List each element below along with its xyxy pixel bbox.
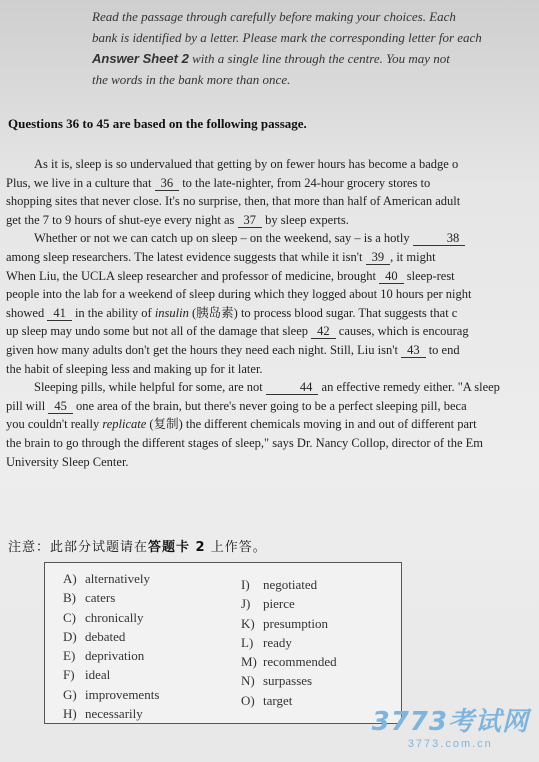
option-letter: F) — [63, 667, 75, 683]
passage-line: shopping sites that never close. It's no surprise, then, that more than half of American adult — [6, 194, 461, 209]
option-word: caters — [85, 590, 116, 606]
option-word: presumption — [263, 615, 328, 631]
word-option — [241, 614, 337, 633]
text: among sleep researchers. The latest evidence suggests that while it isn't — [6, 249, 366, 264]
text: the different chemicals moving in and out of different part — [182, 417, 477, 432]
option-letter: H) — [63, 706, 77, 722]
passage-line — [6, 174, 539, 193]
blank-43: 43 — [401, 343, 426, 358]
text: to end — [425, 342, 460, 357]
option-word: recommended — [263, 654, 337, 670]
answer-sheet-label: Answer Sheet 2 — [92, 51, 189, 66]
passage-line: the habit of sleeping less and making up for it later. — [6, 361, 263, 376]
option-word: negotiated — [263, 577, 318, 592]
option-letter: C) — [63, 609, 76, 625]
passage-line — [6, 322, 539, 341]
site-watermark-logo — [372, 701, 529, 750]
passage-line: people into the lab for a weekend of sleep during which they logged about 10 hours per night — [6, 287, 472, 302]
text: an effective remedy either. "A sleep — [318, 380, 500, 395]
text: , it might — [390, 249, 436, 264]
word-option — [63, 627, 159, 646]
option-word: ready — [263, 634, 292, 650]
blank-39: 39 — [366, 250, 391, 265]
passage-line — [6, 397, 539, 416]
option-letter: E) — [63, 648, 76, 664]
text: to the late-nighter, from 24-hour grocery stores to — [179, 175, 431, 190]
option-word: improvements — [85, 686, 160, 702]
word-option — [63, 704, 159, 723]
passage-line — [6, 248, 539, 267]
text: Plus, we live in a culture that — [6, 175, 155, 190]
option-word: surpasses — [263, 673, 313, 689]
insulin-gloss: (胰岛素) — [188, 305, 238, 320]
text: you couldn't really — [6, 417, 103, 432]
word-option — [241, 671, 337, 690]
option-letter: J) — [241, 596, 251, 612]
instructions — [92, 6, 532, 90]
option-letter: L) — [241, 634, 254, 650]
text: pill will — [6, 398, 49, 413]
passage-line — [6, 415, 539, 434]
text: in the ability of — [71, 305, 155, 320]
option-letter: K) — [241, 615, 255, 631]
text: by sleep experts. — [262, 212, 349, 227]
text: causes, which is encourag — [335, 324, 469, 339]
replicate-term: replicate — [102, 417, 147, 432]
option-letter: G) — [63, 686, 77, 702]
passage-line — [6, 304, 539, 323]
blank-37: 37 — [238, 213, 263, 228]
instructions-line-3-text: with a single line through the centre. You may not — [188, 51, 450, 66]
word-bank — [44, 562, 402, 724]
option-letter: A) — [63, 571, 77, 586]
word-option — [241, 594, 337, 613]
word-option — [63, 569, 159, 588]
word-option — [63, 685, 159, 704]
blank-45: 45 — [48, 399, 73, 414]
note-text: 上作答。 — [205, 540, 267, 555]
text: Sleeping pills, while helpful for some, are not — [34, 380, 266, 395]
text: to process blood sugar. That suggests that c — [237, 305, 458, 320]
word-option — [63, 646, 159, 665]
word-option — [63, 608, 159, 627]
instructions-line-2: bank is identified by a letter. Please mark the corresponding letter for each — [92, 30, 482, 45]
passage-line — [6, 341, 539, 360]
text: one area of the brain, but there's never going to be a perfect sleeping pill, beca — [72, 398, 467, 413]
passage-line — [6, 378, 539, 397]
text: showed — [6, 305, 48, 320]
option-letter: O) — [241, 692, 255, 708]
word-bank-left-column — [63, 569, 159, 723]
watermark-title: 3773考试网 — [371, 707, 529, 737]
replicate-gloss: (复制) — [146, 417, 183, 432]
passage-line — [6, 211, 539, 230]
blank-44: 44 — [266, 380, 319, 395]
passage-line: the brain to go through the different stages of sleep," says Dr. Nancy Collop, director of the Em — [6, 435, 483, 450]
option-word: pierce — [263, 596, 295, 612]
word-option — [241, 575, 337, 594]
option-word: debated — [85, 628, 126, 644]
blank-42: 42 — [311, 324, 336, 339]
word-option — [63, 588, 159, 607]
answer-note — [8, 536, 267, 555]
word-option — [241, 652, 337, 671]
option-letter: B) — [63, 590, 76, 606]
reading-passage — [6, 155, 539, 471]
text: get the 7 to 9 hours of shut-eye every night as — [6, 212, 238, 227]
word-bank-right-column — [241, 575, 337, 710]
option-letter: M) — [241, 654, 257, 670]
text: When Liu, the UCLA sleep researcher and professor of medicine, brought — [6, 268, 380, 283]
blank-36: 36 — [155, 176, 180, 191]
blank-38: 38 — [413, 231, 466, 246]
note-text: 注意：此部分试题请在 — [8, 540, 149, 555]
option-word: necessarily — [85, 706, 143, 722]
option-word: chronically — [85, 609, 144, 625]
instructions-line-3 — [92, 48, 532, 69]
option-letter: I) — [241, 577, 250, 592]
instructions-line-4: the words in the bank more than once. — [92, 72, 291, 87]
text: Whether or not we can catch up on sleep – on the weekend, say – is a hotly — [34, 231, 413, 246]
word-option — [241, 691, 337, 710]
option-letter: N) — [241, 673, 255, 689]
option-letter: D) — [63, 628, 77, 644]
text: given how many adults don't get the hours they need each night. Still, Liu isn't — [6, 342, 402, 357]
note-sheet: 答题卡 2 — [148, 540, 206, 555]
section-heading: Questions 36 to 45 are based on the following passage. — [8, 116, 307, 131]
word-option — [63, 665, 159, 684]
passage-line — [6, 229, 539, 248]
insulin-term: insulin — [154, 305, 189, 320]
option-word: target — [263, 692, 293, 708]
text: sleep-rest — [403, 268, 455, 283]
option-word: deprivation — [85, 648, 145, 664]
option-word: ideal — [85, 667, 111, 683]
blank-40: 40 — [379, 269, 404, 284]
word-option — [241, 633, 337, 652]
passage-line — [6, 267, 539, 286]
option-word: alternatively — [85, 571, 150, 586]
passage-line: University Sleep Center. — [6, 454, 129, 469]
blank-41: 41 — [47, 306, 72, 321]
watermark-url: 3773.com.cn — [407, 738, 493, 750]
passage-line: As it is, sleep is so undervalued that getting by on fewer hours has become a badge o — [34, 157, 459, 171]
instructions-line-1: Read the passage through carefully before making your choices. Each — [92, 9, 456, 24]
text: up sleep may undo some but not all of the damage that sleep — [6, 324, 312, 339]
